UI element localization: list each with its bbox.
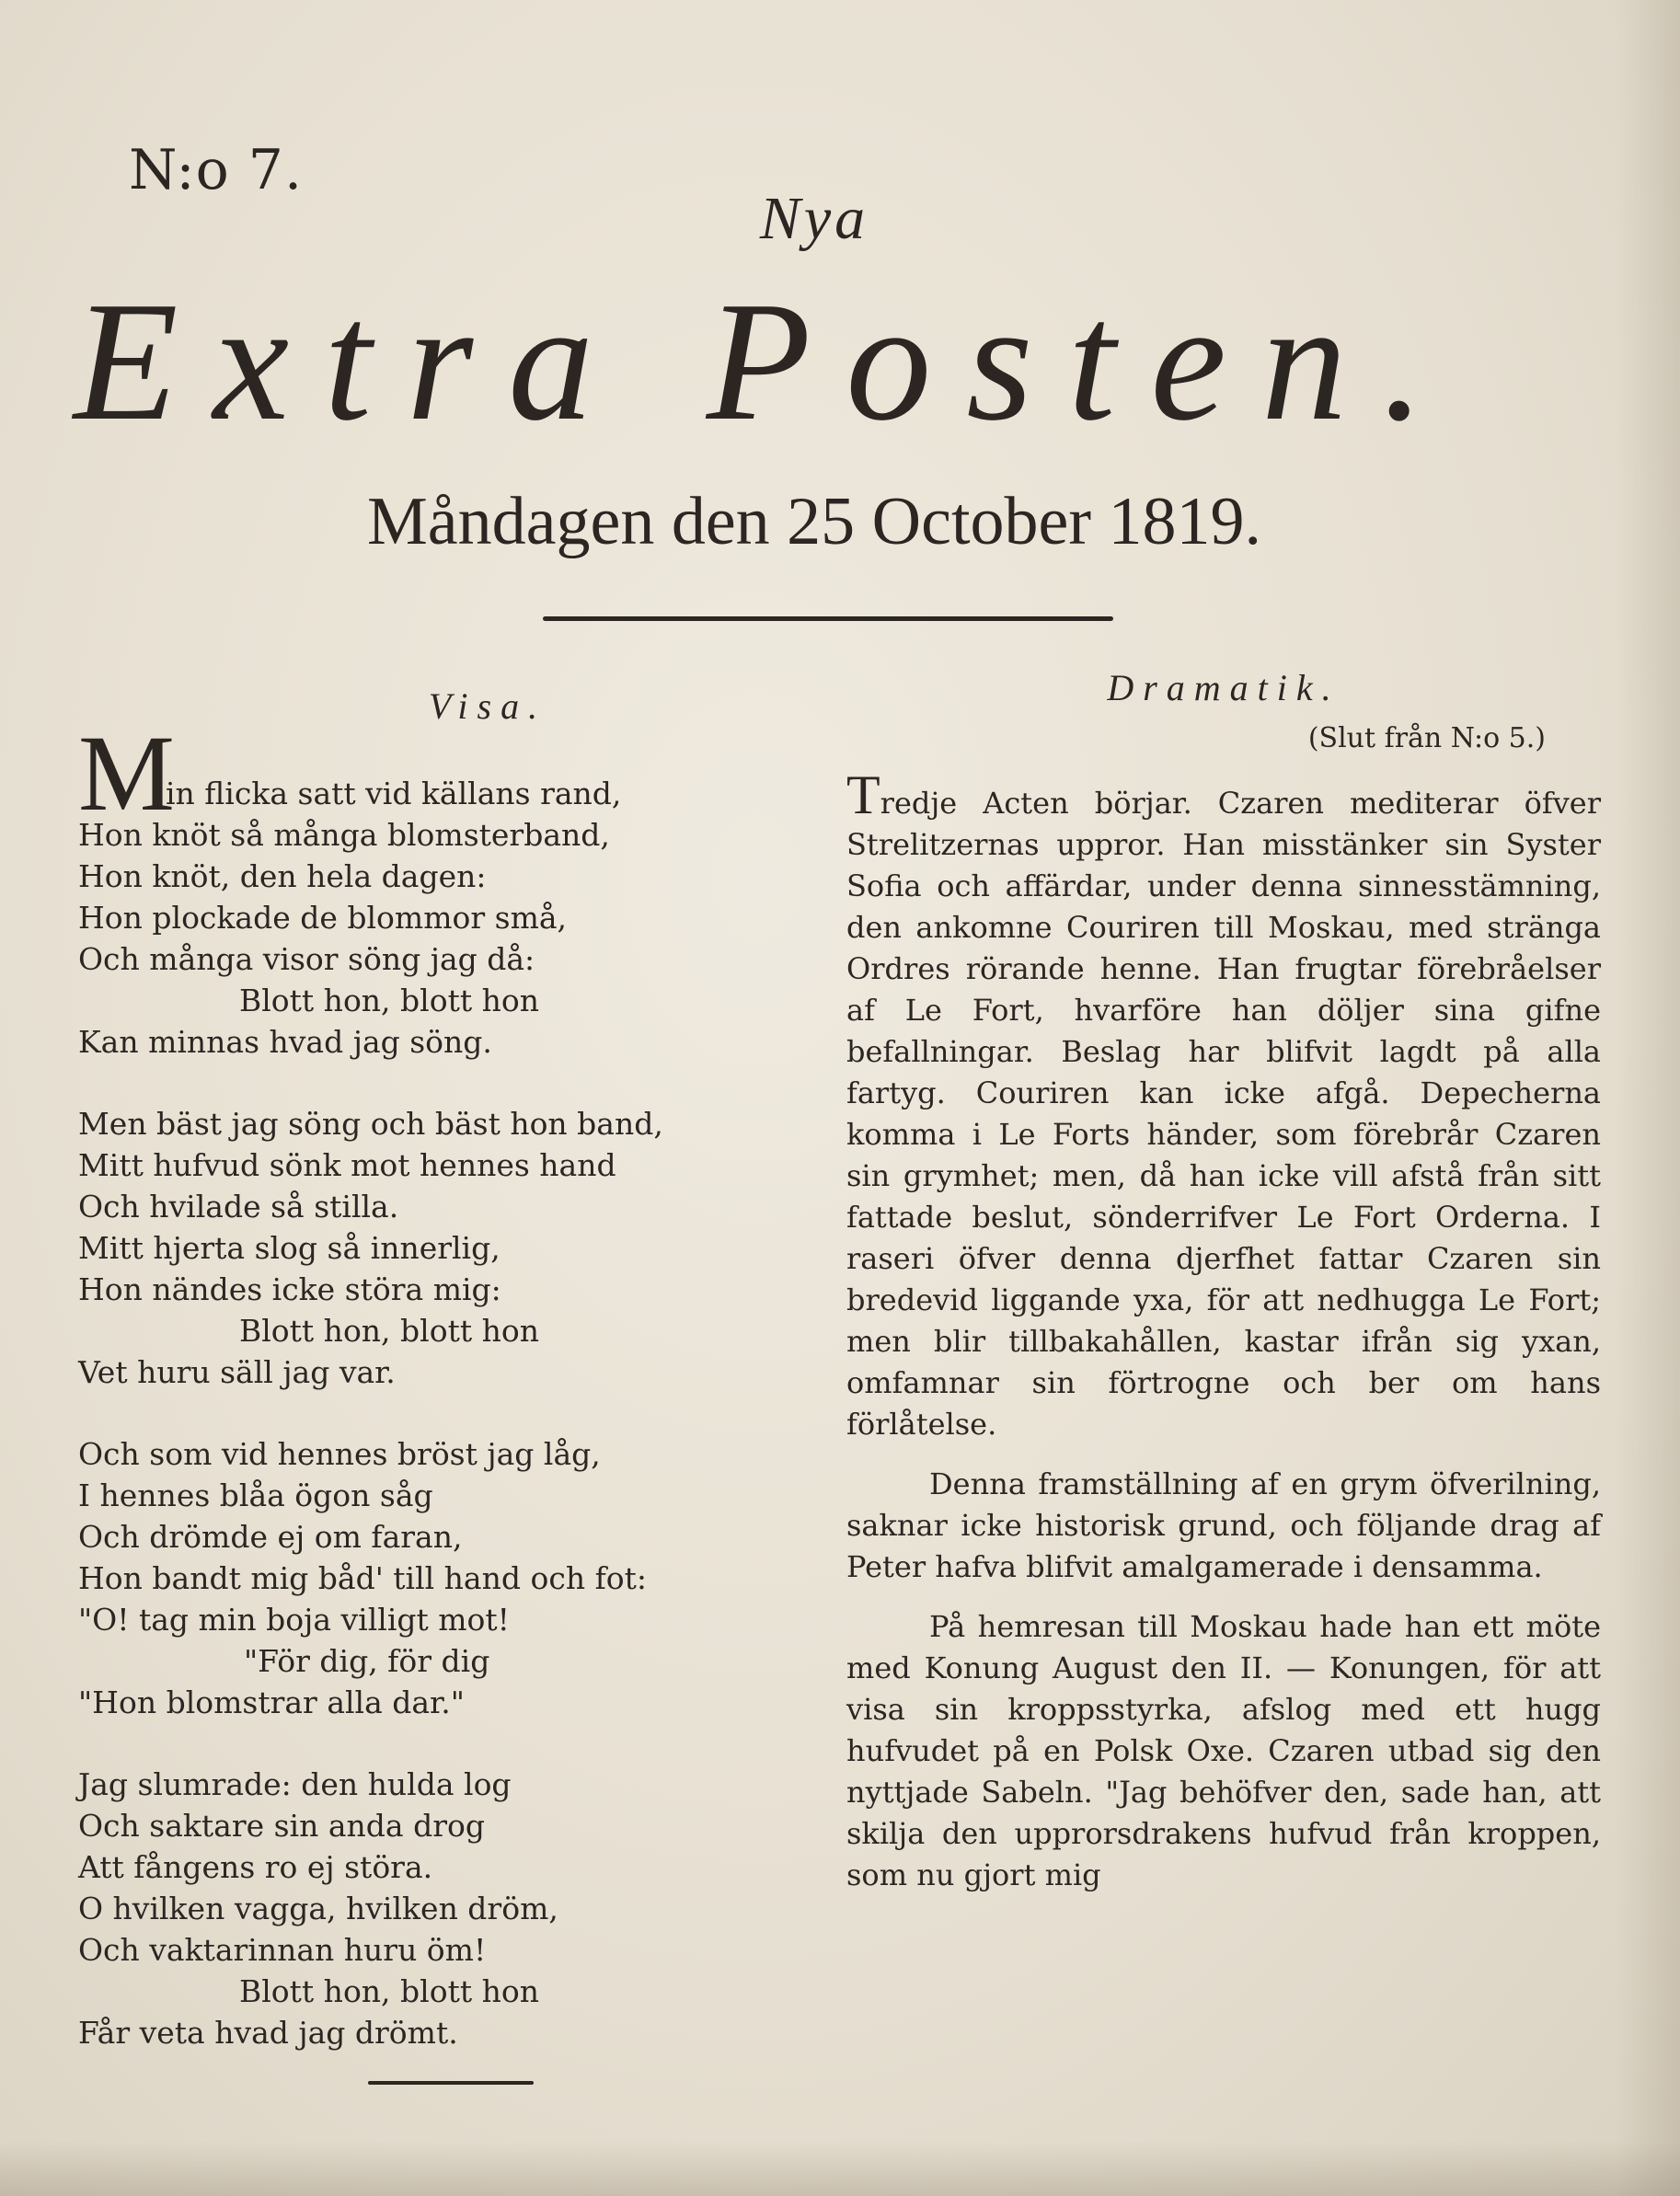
page-edge-shadow xyxy=(1616,0,1680,2196)
page-bottom-shadow xyxy=(0,2141,1680,2196)
poem-line: Mitt hufvud sönk mot hennes hand xyxy=(78,1147,616,1183)
poem-line: Hon plockade de blommor små, xyxy=(78,900,568,936)
poem-line: I hennes blåa ögon såg xyxy=(78,1477,433,1513)
poem-line: Och saktare sin anda drog xyxy=(78,1808,485,1844)
poem-line: Hon knöt så många blomsterband, xyxy=(78,817,610,853)
masthead-title: Extra Posten. xyxy=(74,267,1460,456)
poem-refrain-line: "För dig, för dig xyxy=(244,1643,490,1679)
poem-end-rule xyxy=(368,2081,534,2085)
poem-line: Och hvilade så stilla. xyxy=(78,1189,399,1224)
right-column xyxy=(846,667,1601,1914)
poem-line: Får veta hvad jag drömt. xyxy=(78,2015,458,2051)
article-paragraph xyxy=(846,765,1601,1445)
poem-refrain-line: Blott hon, blott hon xyxy=(239,1973,539,2009)
header-rule xyxy=(543,616,1113,621)
poem-line: O hvilken vagga, hvilken dröm, xyxy=(78,1891,558,1926)
article-drop-cap: T xyxy=(846,765,880,825)
poem-line: Och vaktarinnan huru öm! xyxy=(78,1932,487,1968)
poem-line: Vet huru säll jag var. xyxy=(78,1354,396,1390)
dateline: Måndagen den 25 October 1819. xyxy=(366,484,1261,559)
poem-line: Och drömde ej om faran, xyxy=(78,1519,463,1555)
poem-line: Mitt hjerta slog så innerlig, xyxy=(78,1230,501,1266)
continuation-note: (Slut från N:o 5.) xyxy=(1307,722,1546,754)
poem-line: Hon knöt, den hela dagen: xyxy=(78,858,487,894)
article-paragraph: På hemresan till Moskau hade han ett möte med Konung August den II. — Konungen, för att visa sin kroppsstyrka, afslog med ett hugg hufvudet på en Polsk Oxe. Czaren utbad sig den nyttjade Sabeln. "Jag behöfver den, sade han, att skilja den upprorsdrakens hufvud från kroppen, som nu gjort mig xyxy=(846,1609,1601,1892)
poem-line: Och som vid hennes bröst jag låg, xyxy=(78,1436,601,1472)
issue-number: N:o 7. xyxy=(129,138,304,202)
article-heading: Dramatik. xyxy=(1107,667,1341,708)
article-paragraph-text: redje Acten börjar. Czaren mediterar öfver Strelitzernas uppror. Han misstänker sin Syster Sofia och affärdar, under denna sinnesstämning, den ankomne Couriren till Moskau, med stränga Ordres rörande henne. Han frugtar förebråelser af Le Fort, hvarföre han döljer sina gifne befallningar. Beslag har blifvit lagdt på alla fartyg. Couriren kan icke afgå. Depecherna komma i Le Forts händer, som förebrår Czaren sin grymhet; men, då han icke vill afstå från sitt fattade beslut, sönderrifver Le Fort Orderna. I raseri öfver denna djerfhet fattar Czaren sin bredevid liggande yxa, för att nedhugga Le Fort; men blir tillbakahållen, kastar ifrån sig yxan, omfamnar sin förtrogne och ber om hans förlåtelse. xyxy=(846,786,1601,1442)
poem-refrain-line: Blott hon, blott hon xyxy=(239,1313,539,1349)
poem-stanza xyxy=(78,713,814,1063)
poem-line: Jag slumrade: den hulda log xyxy=(78,1766,512,1802)
poem-first-line-text: in flicka satt vid källans rand, xyxy=(166,776,622,811)
poem-line: Men bäst jag söng och bäst hon band, xyxy=(78,1106,663,1142)
poem-stanza xyxy=(78,1764,814,2053)
poem-drop-cap: M xyxy=(78,713,175,834)
poem-first-line xyxy=(78,713,814,834)
poem-heading: Visa. xyxy=(428,685,547,727)
poem-line: Hon nändes icke störa mig: xyxy=(78,1271,501,1307)
poem-line: Hon bandt mig båd' till hand och fot: xyxy=(78,1560,648,1596)
poem-line: "O! tag min boja villigt mot! xyxy=(78,1602,510,1638)
poem-stanza xyxy=(78,1103,814,1393)
poem-line: Och många visor söng jag då: xyxy=(78,941,535,977)
masthead-pre-title: Nya xyxy=(759,185,869,252)
poem-line: "Hon blomstrar alla dar." xyxy=(78,1684,465,1720)
poem-line: Kan minnas hvad jag söng. xyxy=(78,1024,492,1060)
poem-line: Att fångens ro ej störa. xyxy=(78,1849,433,1885)
left-column xyxy=(78,685,814,2094)
article-paragraph: Denna framställning af en grym öfverilning, saknar icke historisk grund, och följande drag af Peter hafva blifvit amalgamerade i densamma. xyxy=(846,1466,1601,1584)
poem-refrain-line: Blott hon, blott hon xyxy=(239,983,539,1018)
poem-stanza xyxy=(78,1433,814,1723)
